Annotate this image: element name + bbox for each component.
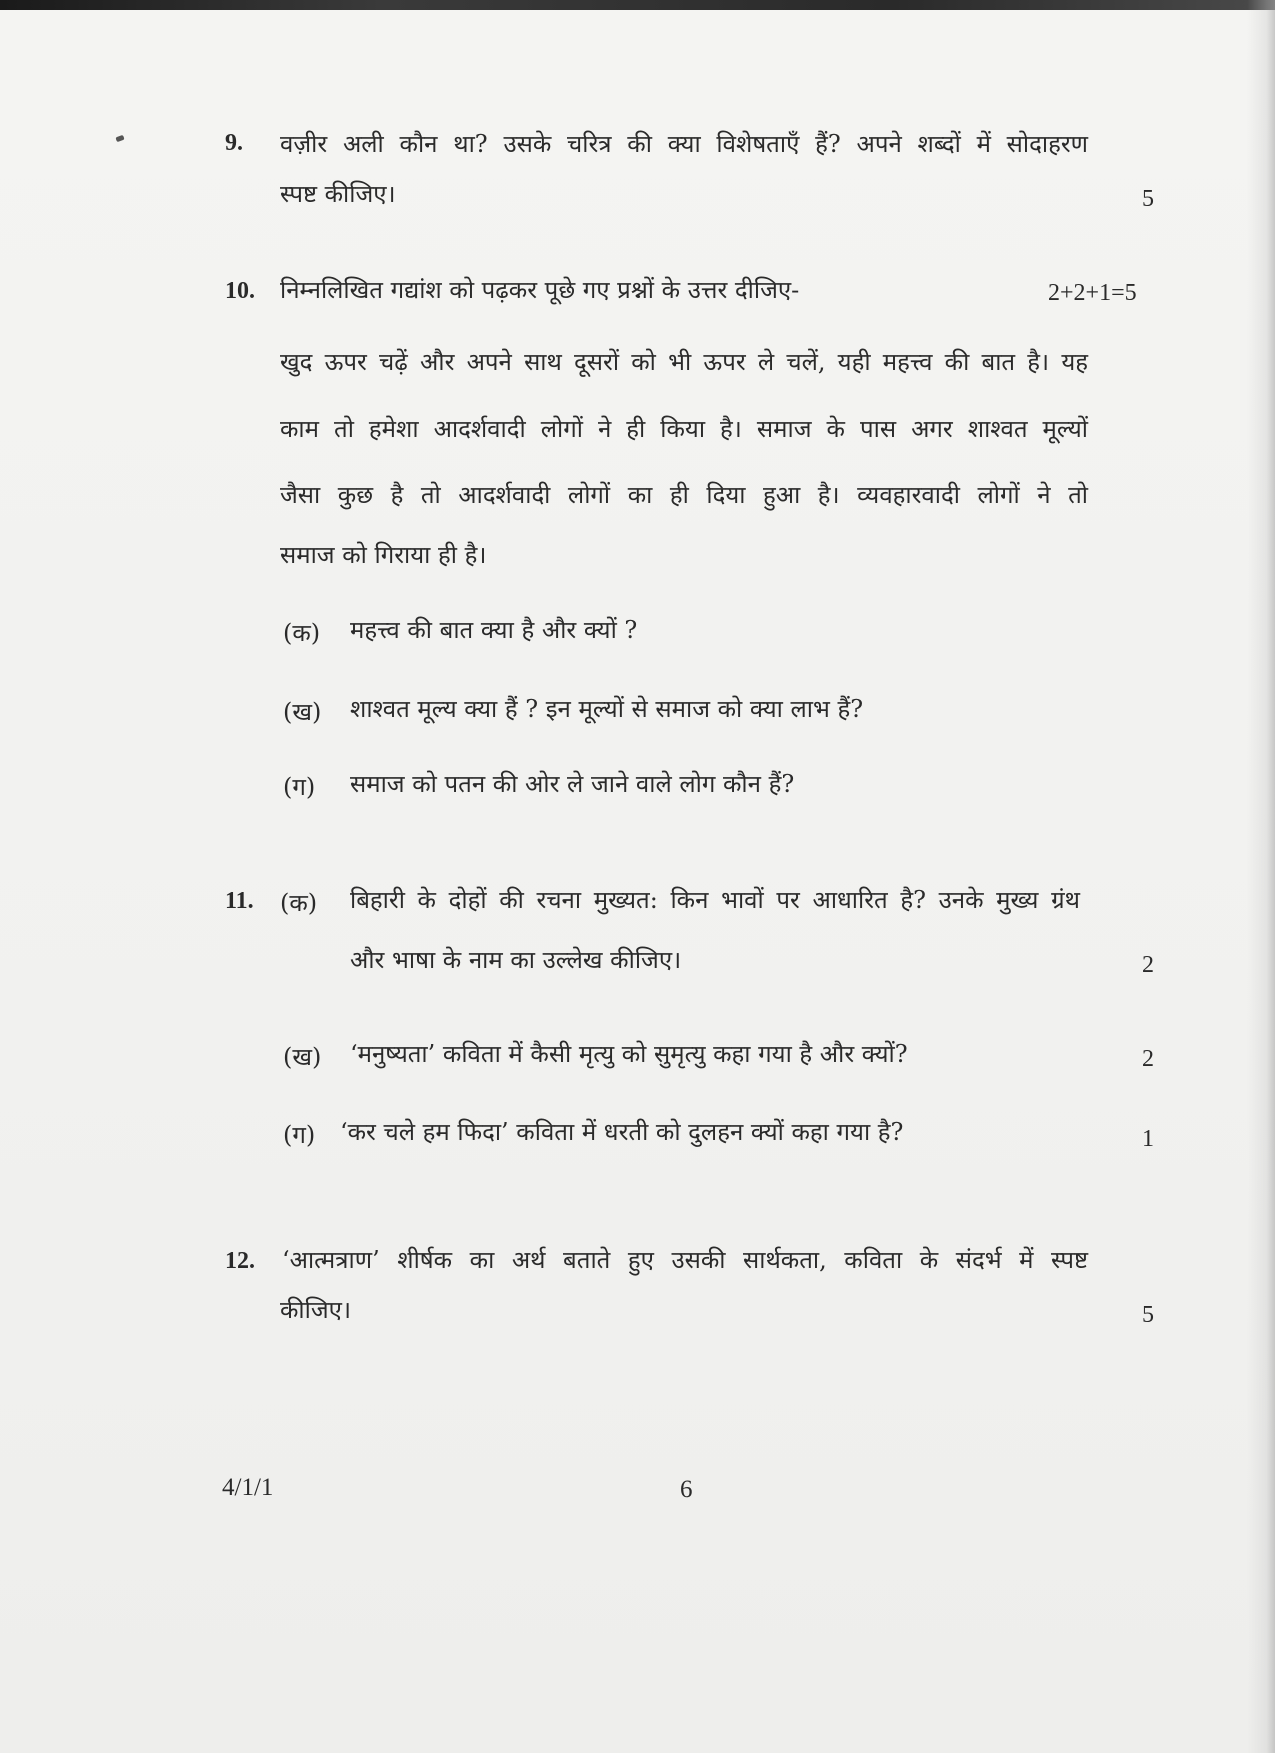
q10-sub-ka-text: महत्त्व की बात क्या है और क्यों ? [350,616,638,644]
q11-sub-ka-label: (क) [280,889,318,917]
q10-passage-line3: जैसा कुछ है तो आदर्शवादी लोगों का ही दिया हुआ है। व्यवहारवादी लोगों ने तो [280,481,1088,509]
q9-line1: वज़ीर अली कौन था? उसके चरित्र की क्या विशेषताएँ हैं? अपने शब्दों में सोदाहरण [280,130,1088,158]
q11-sub-ka-line2: और भाषा के नाम का उल्लेख कीजिए। [350,946,682,974]
q12-number: 12. [225,1248,255,1274]
q9-number: 9. [225,130,243,156]
q10-sub-kha-label: (ख) [283,698,322,726]
q12-marks: 5 [1142,1302,1154,1328]
page-number: 6 [680,1476,693,1503]
q11-sub-ga-text: ‘कर चले हम फिदा’ कविता में धरती को दुलहन क्यों कहा गया है? [340,1118,904,1146]
q11-sub-kha-label: (ख) [283,1043,322,1071]
q11-sub-ka-marks: 2 [1142,952,1154,978]
q10-sub-kha-text: शाश्वत मूल्य क्या हैं ? इन मूल्यों से समाज को क्या लाभ हैं? [350,695,864,723]
q12-line2: कीजिए। [280,1296,352,1324]
q11-sub-kha-marks: 2 [1142,1046,1154,1072]
q11-sub-ga-marks: 1 [1142,1126,1154,1152]
scan-right-shadow [1247,0,1275,1753]
q10-passage-line4: समाज को गिराया ही है। [280,541,487,569]
paper-code: 4/1/1 [222,1474,274,1501]
q10-sub-ga-text: समाज को पतन की ओर ले जाने वाले लोग कौन हैं? [350,770,795,798]
q12-line1: ‘आत्मत्राण’ शीर्षक का अर्थ बताते हुए उसकी सार्थकता, कविता के संदर्भ में स्पष्ट [282,1246,1088,1274]
q10-passage-line1: खुद ऊपर चढ़ें और अपने साथ दूसरों को भी ऊपर ले चलें, यही महत्त्व की बात है। यह [280,348,1088,376]
q10-sub-ka-label: (क) [283,619,321,647]
q10-sub-ga-label: (ग) [283,773,316,801]
q11-sub-kha-text: ‘मनुष्यता’ कविता में कैसी मृत्यु को सुमृत्यु कहा गया है और क्यों? [350,1040,908,1068]
q9-marks: 5 [1142,186,1154,212]
q11-sub-ka-line1: बिहारी के दोहों की रचना मुख्यत: किन भावों पर आधारित है? उनके मुख्य ग्रंथ [350,886,1080,914]
q11-number: 11. [225,888,254,914]
q10-passage-line2: काम तो हमेशा आदर्शवादी लोगों ने ही किया है। समाज के पास अगर शाश्वत मूल्यों [280,415,1088,443]
q10-number: 10. [225,278,255,304]
q10-marks: 2+2+1=5 [1048,280,1137,306]
margin-mark [115,135,124,142]
q11-sub-ga-label: (ग) [283,1121,316,1149]
scan-top-edge [0,0,1275,10]
q9-line2: स्पष्ट कीजिए। [280,180,396,208]
q10-intro: निम्नलिखित गद्यांश को पढ़कर पूछे गए प्रश्नों के उत्तर दीजिए- [280,276,800,304]
